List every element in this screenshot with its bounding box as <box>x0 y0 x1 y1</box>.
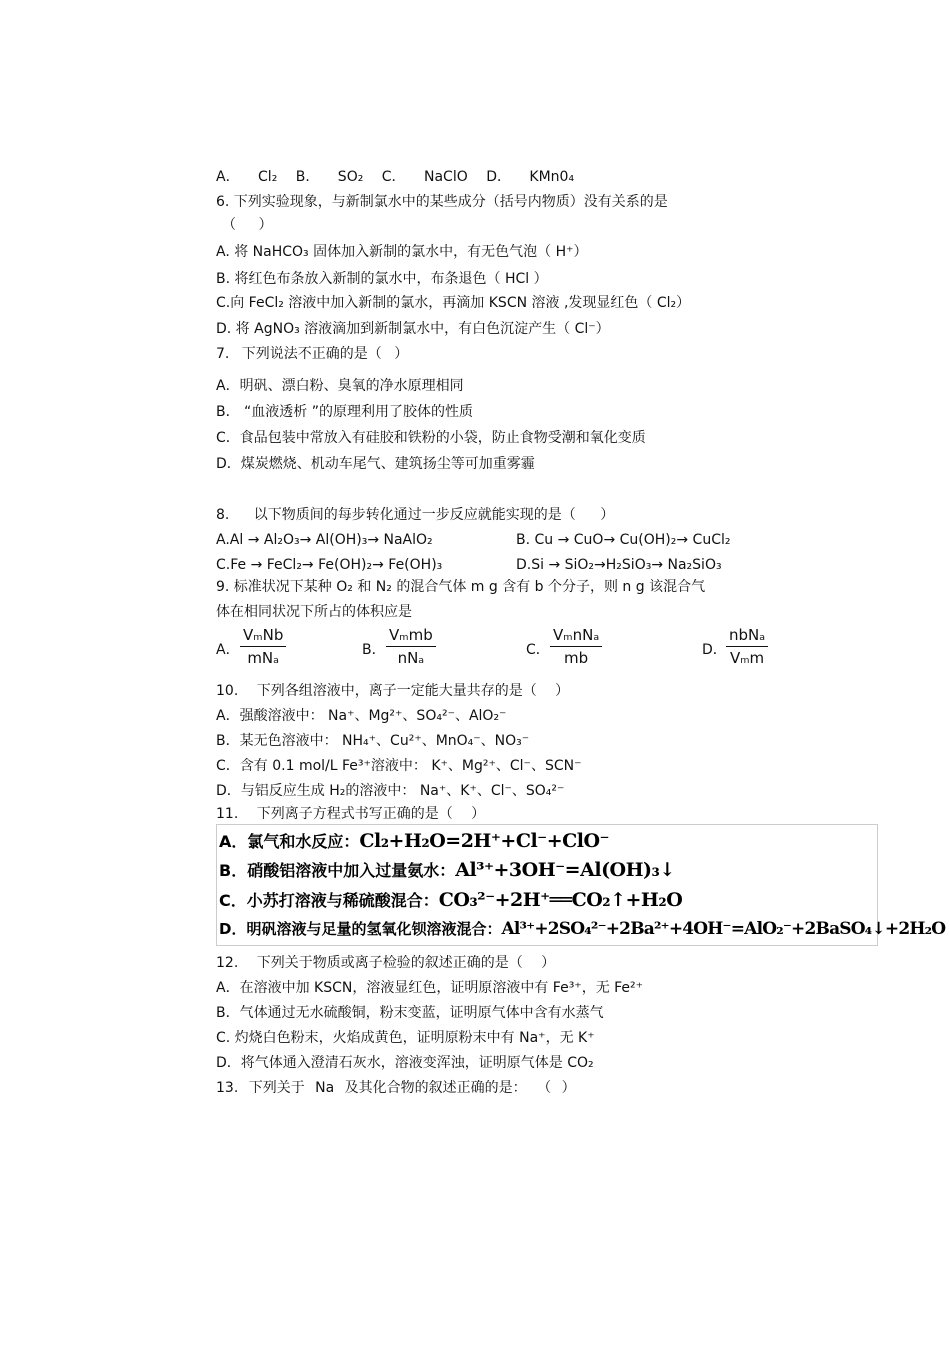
q11-options-image <box>216 824 946 946</box>
q12-stem: 12. 下列关于物质或离子检验的叙述正确的是（ ） <box>216 955 556 971</box>
q8-option-c: C.Fe → FeCl₂→ Fe(OH)₂→ Fe(OH)₃ <box>216 557 443 573</box>
q8-option-b: B. Cu → CuO→ Cu(OH)₂→ CuCl₂ <box>516 532 731 548</box>
q11-option-b <box>219 858 675 881</box>
q10-option-b: B．某无色溶液中： NH₄⁺、Cu²⁺、MnO₄⁻、NO₃⁻ <box>216 733 530 749</box>
q5-options: A． Cl₂ B． SO₂ C． NaClO D． KMn0₄ <box>216 169 575 185</box>
q9-option-d-fraction <box>726 626 768 667</box>
q12-option-c: C. 灼烧白色粉末，火焰成黄色，证明原粉末中有 Na⁺，无 K⁺ <box>216 1030 595 1046</box>
q9-option-b-fraction <box>386 626 436 667</box>
q6-option-d: D. 将 AgNO₃ 溶液滴加到新制氯水中，有白色沉淀产生（ Cl⁻） <box>216 321 610 337</box>
q8-stem: 8. 以下物质间的每步转化通过一步反应就能实现的是（ ） <box>216 507 615 523</box>
q7-option-b: B． “血液透析 ”的原理利用了胶体的性质 <box>216 404 474 420</box>
q9-option-c-fraction <box>550 626 602 667</box>
q6-stem: 6. 下列实验现象，与新制氯水中的某些成分（括号内物质）没有关系的是 <box>216 194 668 210</box>
q11-option-a <box>219 829 609 852</box>
q7-option-a: A．明矾、漂白粉、臭氧的净水原理相同 <box>216 378 464 394</box>
q12-option-a: A．在溶液中加 KSCN，溶液显红色，证明原溶液中有 Fe³⁺，无 Fe²⁺ <box>216 980 644 996</box>
q9-option-d-num: nbNₐ <box>726 626 768 647</box>
q10-option-c: C．含有 0.1 mol/L Fe³⁺溶液中： K⁺、Mg²⁺、Cl⁻、SCN⁻ <box>216 758 582 774</box>
q8-option-d: D.Si → SiO₂→H₂SiO₃→ Na₂SiO₃ <box>516 557 722 573</box>
q11-option-d-equation: Al³⁺+2SO₄²⁻+2Ba²⁺+4OH⁻=AlO₂⁻+2BaSO₄↓+2H₂O <box>501 919 946 939</box>
q7-stem: 7. 下列说法不正确的是（ ） <box>216 346 409 362</box>
q12-option-d: D．将气体通入澄清石灰水，溶液变浑浊，证明原气体是 CO₂ <box>216 1055 594 1071</box>
q9-option-b-num: Vₘmb <box>386 626 436 647</box>
q9-option-a-num: VₘNb <box>240 626 286 647</box>
q9-option-d-den: Vₘm <box>729 649 765 667</box>
q6-option-c: C.向 FeCl₂ 溶液中加入新制的氯水，再滴加 KSCN 溶液 ,发现显红色（ Cl₂） <box>216 295 691 311</box>
q8-option-a: A.Al → Al₂O₃→ Al(OH)₃→ NaAlO₂ <box>216 532 433 548</box>
q9-stem: 9. 标准状况下某种 O₂ 和 N₂ 的混合气体 m g 含有 b 个分子，则 n g 该混合气 <box>216 579 706 595</box>
q6-bracket: （ ） <box>222 217 273 233</box>
q10-option-d: D．与铝反应生成 H₂的溶液中： Na⁺、K⁺、Cl⁻、SO₄²⁻ <box>216 783 565 799</box>
q11-option-d <box>219 918 945 939</box>
q11-option-b-label: B．硝酸铝溶液中加入过量氨水： <box>219 861 456 880</box>
q11-option-b-equation: Al³⁺+3OH⁻=Al(OH)₃↓ <box>455 859 675 881</box>
q9-option-b-label: B． <box>362 642 386 658</box>
q9-option-a-den: mNₐ <box>247 649 280 667</box>
q10-option-a: A．强酸溶液中： Na⁺、Mg²⁺、SO₄²⁻、AlO₂⁻ <box>216 708 507 724</box>
q9-option-c-label: C． <box>526 642 550 658</box>
q9-option-d-label: D． <box>702 642 727 658</box>
q9-stem-cont: 体在相同状况下所占的体积应是 <box>216 604 412 620</box>
q7-option-d: D．煤炭燃烧、机动车尾气、建筑扬尘等可加重雾霾 <box>216 456 535 472</box>
q11-option-d-label: D．明矾溶液与足量的氢氧化钡溶液混合： <box>219 920 502 938</box>
q6-option-b: B. 将红色布条放入新制的氯水中，布条退色（ HCl ） <box>216 271 548 287</box>
q6-option-a: A. 将 NaHCO₃ 固体加入新制的氯水中，有无色气泡（ H⁺） <box>216 244 588 260</box>
q9-option-c-den: mb <box>564 649 589 667</box>
q7-option-c: C．食品包装中常放入有硅胶和铁粉的小袋，防止食物受潮和氧化变质 <box>216 430 646 446</box>
q11-option-a-label: A．氯气和水反应： <box>219 832 360 851</box>
q11-option-a-equation: Cl₂+H₂O=2H⁺+Cl⁻+ClO⁻ <box>359 830 610 852</box>
q9-option-b-den: nNₐ <box>397 649 425 667</box>
q11-option-c-label: C．小苏打溶液与稀硫酸混合： <box>219 891 439 910</box>
q11-stem: 11. 下列离子方程式书写正确的是（ ） <box>216 806 486 822</box>
q9-option-a-fraction <box>240 626 286 667</box>
q12-option-b: B．气体通过无水硫酸铜，粉末变蓝，证明原气体中含有水蒸气 <box>216 1005 604 1021</box>
q11-option-c-equation: CO₃²⁻+2H⁺══CO₂↑+H₂O <box>438 889 683 911</box>
q9-option-a-label: A． <box>216 642 240 658</box>
q11-option-c <box>219 888 682 911</box>
q13-stem: 13. 下列关于 Na 及其化合物的叙述正确的是： （ ） <box>216 1080 576 1096</box>
q9-option-c-num: VₘnNₐ <box>550 626 602 647</box>
q10-stem: 10. 下列各组溶液中，离子一定能大量共存的是（ ） <box>216 683 570 699</box>
